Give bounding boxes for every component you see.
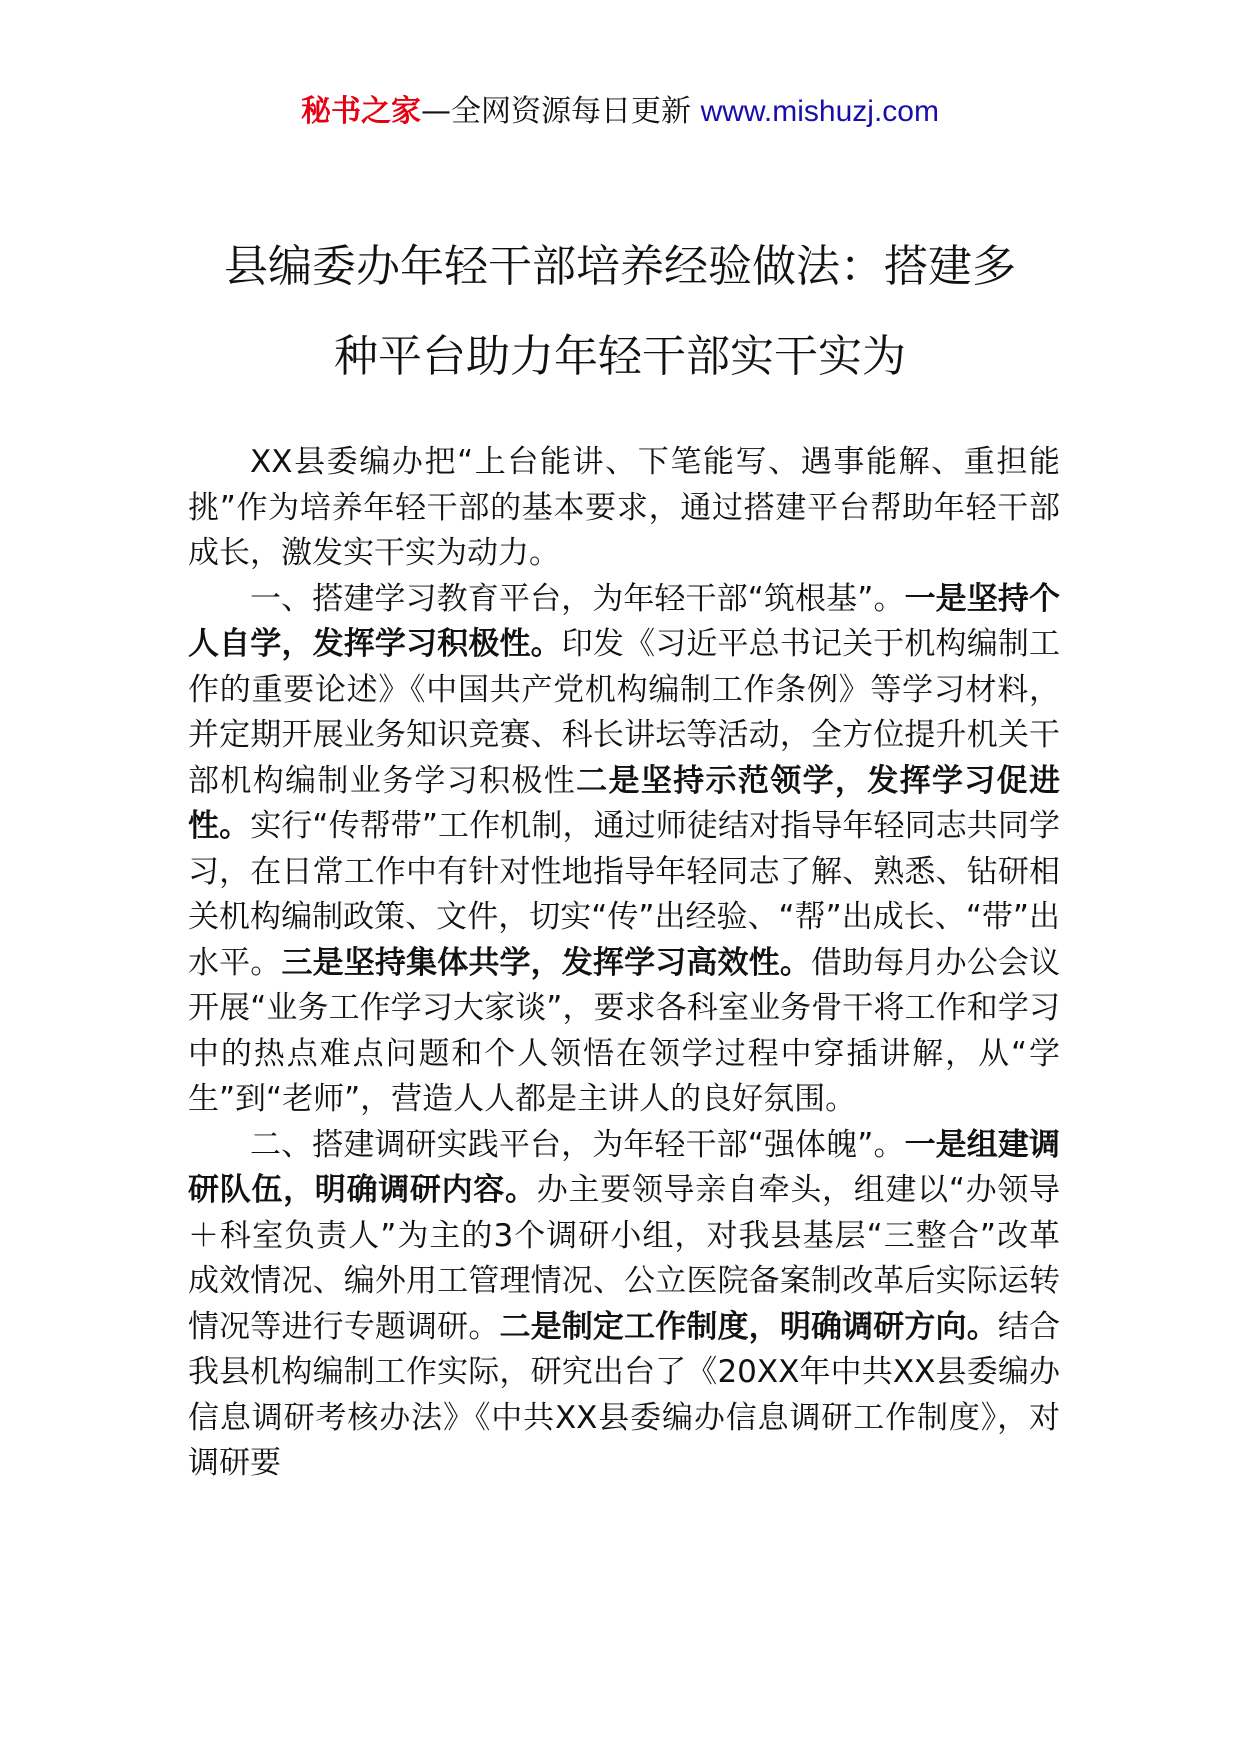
section-2-point-2-text: 结合我县机构编制工作实际，研究出台了《20XX年中共XX县委编办信息调研考核办法》《中共XX县委编办信息调研工作制度》，对调研要 [188, 1308, 1061, 1481]
section-2-heading: 二、搭建调研实践平台，为年轻干部“强体魄”。 [250, 1126, 905, 1163]
section-2-point-1-text: 办主要领导亲自牵头，组建以“办领导＋科室负责人”为主的3个调研小组，对我县基层“三整合”改革成效情况、编外用工管理情况、公立医院备案制改革后实际运转情况等进行专题调研。 [188, 1172, 1060, 1345]
document-title [170, 222, 1070, 402]
site-banner [0, 92, 1240, 132]
section-1-point-1-text: 印发《习近平总书记关于机构编制工作的重要论述》《中国共产党机构编制工作条例》等学习材料，并定期开展业务知识竞赛、科长讲坛等活动，全方位提升机关干部机构编制业务学习积极性 [188, 626, 1061, 799]
article-body [188, 440, 1060, 1487]
section-2-point-1-bold: 一是组建调研队伍，明确调研内容。 [188, 1126, 1061, 1208]
site-url-link[interactable]: www.mishuzj.com [700, 95, 939, 128]
section-1-paragraph [188, 577, 1060, 1123]
section-1-point-3-text: 借助每月办公会议开展“业务工作学习大家谈”，要求各科室业务骨干将工作和学习中的热点难点问题和个人领悟在领学过程中穿插讲解，从“学生”到“老师”，营造人人都是主讲人的良好氛围。 [188, 944, 1061, 1117]
section-2-point-2-bold: 二是制定工作制度，明确调研方向。 [499, 1308, 998, 1345]
title-line-2: 种平台助力年轻干部实干实为 [334, 331, 906, 382]
intro-text: XX县委编办把“上台能讲、下笔能写、遇事能解、重担能挑”作为培养年轻干部的基本要求，通过搭建平台帮助年轻干部成长，激发实干实为动力。 [188, 444, 1060, 571]
section-1-point-1-bold: 一是坚持个人自学，发挥学习积极性。 [188, 580, 1061, 662]
site-brand: 秘书之家 [301, 94, 422, 129]
site-slogan: —全网资源每日更新 [421, 94, 692, 129]
section-2-paragraph [188, 1123, 1060, 1487]
section-1-heading: 一、搭建学习教育平台，为年轻干部“筑根基”。 [250, 580, 905, 617]
section-1-point-2-text: 实行“传帮带”工作机制，通过师徒结对指导年轻同志共同学习，在日常工作中有针对性地指导年轻同志了解、熟悉、钻研相关机构编制政策、文件，切实“传”出经验、“帮”出成长、“带”出水平。 [188, 808, 1061, 981]
intro-paragraph [188, 440, 1060, 577]
title-line-1: 县编委办年轻干部培养经验做法：搭建多 [224, 241, 1016, 292]
section-1-point-2-bold: 二是坚持示范领学，发挥学习促进性。 [188, 762, 1061, 844]
section-1-point-3-bold: 三是坚持集体共学，发挥学习高效性。 [281, 944, 811, 981]
